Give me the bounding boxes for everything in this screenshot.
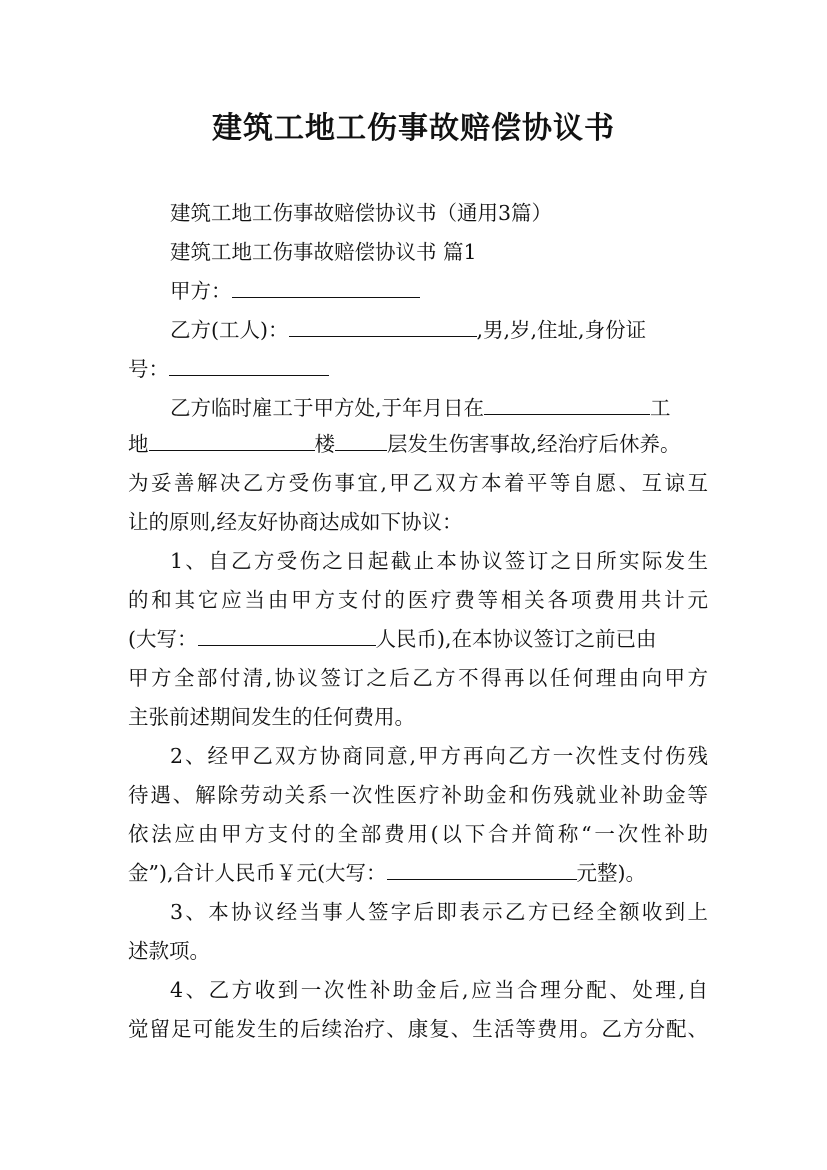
- party-b-name-blank: [289, 316, 477, 337]
- item4-line1: 4、乙方收到一次性补助金后,应当合理分配、处理,自: [170, 978, 708, 1002]
- item3-line1: 3、本协议经当事人签字后即表示乙方已经全额收到上: [170, 900, 708, 924]
- para1-text-b: 工: [650, 396, 671, 420]
- party-a-line: [128, 277, 708, 305]
- para1-text-a: 乙方临时雇工于甲方处,于年月日在: [170, 396, 485, 420]
- id-number-blank: [169, 355, 329, 376]
- para1-text-d: 楼: [314, 432, 335, 456]
- item2-text-b: 元整)。: [576, 861, 646, 885]
- party-b-tail: ,男,岁,住址,身份证: [476, 318, 647, 342]
- item1-text-a: (大写：: [128, 627, 198, 651]
- item1-line2: 的和其它应当由甲方支付的医疗费等相关各项费用共计元: [128, 588, 708, 612]
- amount-words-blank: [198, 625, 376, 646]
- item4-line2: 觉留足可能发生的后续治疗、康复、生活等费用。乙方分配、: [128, 1017, 708, 1041]
- para1-text-c: 地: [128, 432, 149, 456]
- document-title: 建筑工地工伤事故赔偿协议书: [212, 111, 615, 146]
- total-words-blank: [387, 859, 577, 880]
- item1-line1: 1、自乙方受伤之日起截止本协议签订之日所实际发生: [170, 549, 708, 573]
- party-a-label: 甲方：: [170, 279, 232, 303]
- site-blank: [484, 394, 650, 415]
- para1-line4: 让的原则,经友好协商达成如下协议：: [128, 510, 463, 534]
- party-b-label: 乙方(工人)：: [170, 318, 289, 342]
- item2-line1: 2、经甲乙双方协商同意,甲方再向乙方一次性支付伤残: [170, 744, 708, 768]
- item1-text-b: 人民币),在本协议签订之前已由: [375, 627, 657, 651]
- building-blank: [149, 430, 315, 451]
- party-b-line: [128, 316, 708, 344]
- para1-line2: [128, 430, 708, 458]
- party-a-blank: [232, 277, 420, 298]
- para1-line1: [128, 394, 708, 422]
- item1-line4: 甲方全部付清,协议签订之后乙方不得再以任何理由向甲方: [128, 666, 708, 690]
- item1-line5: 主张前述期间发生的任何费用。: [128, 705, 415, 729]
- item2-line3: 依法应由甲方支付的全部费用(以下合并简称“一次性补助: [128, 822, 708, 846]
- item2-text-a: 金”),合计人民币￥元(大写：: [128, 861, 387, 885]
- floor-blank: [335, 430, 387, 451]
- para1-text-e: 层发生伤害事故,经治疗后休养。: [387, 432, 681, 456]
- id-label: 号：: [128, 357, 169, 381]
- para1-line3: 为妥善解决乙方受伤事宜,甲乙双方本着平等自愿、互谅互: [128, 471, 708, 495]
- item2-line4: [128, 859, 708, 887]
- subtitle-line: 建筑工地工伤事故赔偿协议书（通用3篇）: [170, 201, 553, 225]
- item1-line3: [128, 625, 708, 653]
- item2-line2: 待遇、解除劳动关系一次性医疗补助金和伤残就业补助金等: [128, 783, 708, 807]
- id-number-line: [128, 355, 708, 383]
- section-heading: 建筑工地工伤事故赔偿协议书 篇1: [170, 240, 477, 264]
- item3-line2: 述款项。: [128, 939, 210, 963]
